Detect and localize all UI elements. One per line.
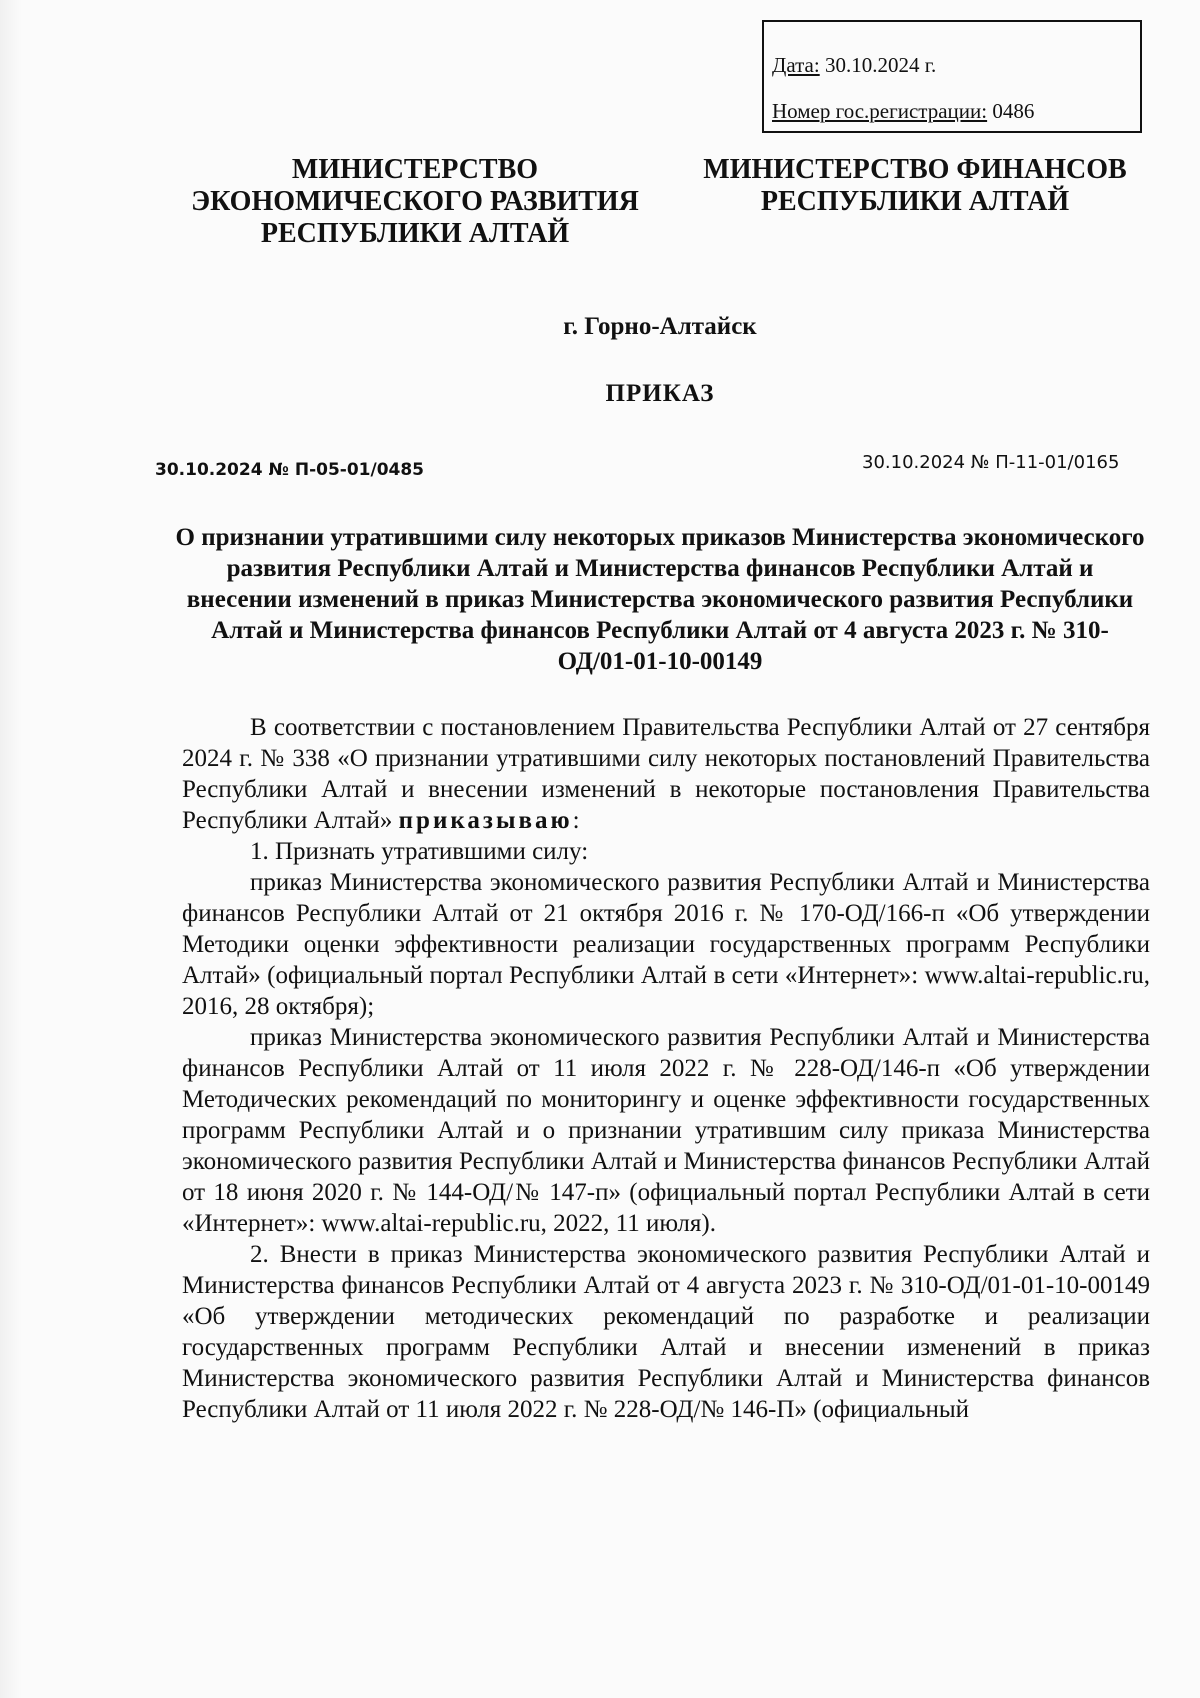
- registration-number-line: [772, 88, 1140, 134]
- registration-date-line: [772, 42, 1140, 88]
- ministry-finance-heading: МИНИСТЕРСТВО ФИНАНСОВ РЕСПУБЛИКИ АЛТАЙ: [703, 154, 1127, 217]
- item-1-b: приказ Министерства экономического развития Республики Алтай и Министерства финансов Республики Алтай от 11 июля 2022 г. № 228-ОД/146-п «Об утверждении Методических рекомендаций по мониторингу и оценке эффективности государственных программ Республики Алтай и о признании утратившим силу приказа Министерства экономического развития Республики Алтай и Министерства финансов Республики Алтай от 18 июня 2020 г. № 144-ОД/№ 147-п» (официальный портал Республики Алтай в сети «Интернет»: www.altai-republic.ru, 2022, 11 июля).: [182, 1024, 1150, 1237]
- ministry-economy-heading: МИНИСТЕРСТВО ЭКОНОМИЧЕСКОГО РАЗВИТИЯ РЕСПУБЛИКИ АЛТАЙ: [191, 154, 639, 249]
- registration-stamp: [762, 20, 1142, 133]
- order-title: ПРИКАЗ: [605, 380, 715, 407]
- registration-number-label: Номер гос.регистрации:: [772, 99, 988, 123]
- item-2: 2. Внести в приказ Министерства экономического развития Республики Алтай и Министерства финансов Республики Алтай от 4 августа 2023 г. № 310-ОД/01-01-10-00149 «Об утверждении методических рекомендаций по разработке и реализации государственных программ Республики Алтай и внесении изменений в приказ Министерства экономического развития Республики Алтай и Министерства финансов Республики Алтай от 11 июля 2022 г. № 228-ОД/№ 146-П» (официальный: [182, 1241, 1150, 1423]
- intro-text: В соответствии с постановлением Правительства Республики Алтай от 27 сентября 2024 г. № 338 «О признании утратившими силу некоторых постановлений Правительства Республики Алтай и внесении изменений в некоторые постановления Правительства Республики Алтай»: [182, 714, 1150, 834]
- intro-keyword: приказываю: [398, 807, 573, 834]
- registration-date-value: 30.10.2024 г.: [824, 53, 937, 77]
- item-1-heading: 1. Признать утратившими силу:: [250, 838, 589, 865]
- intro-end: :: [572, 807, 580, 834]
- order-number-finance: 30.10.2024 № П-11-01/0165: [862, 452, 1120, 473]
- scan-edge: [0, 0, 22, 1698]
- city-name: г. Горно-Алтайск: [563, 313, 757, 340]
- registration-date-label: Дата:: [772, 53, 820, 77]
- item-1-a: приказ Министерства экономического развития Республики Алтай и Министерства финансов Республики Алтай от 21 октября 2016 г. № 170-ОД/166-п «Об утверждении Методики оценки эффективности реализации государственных программ Республики Алтай» (официальный портал Республики Алтай в сети «Интернет»: www.altai-republic.ru, 2016, 28 октября);: [182, 869, 1150, 1020]
- order-body: [182, 712, 1150, 1425]
- registration-number-value: 0486: [992, 99, 1035, 123]
- order-number-economy: 30.10.2024 № П-05-01/0485: [155, 460, 425, 480]
- intro-paragraph: [182, 712, 1150, 836]
- order-subject: О признании утратившими силу некоторых приказов Министерства экономического развития Республики Алтай и Министерства финансов Республики Алтай и внесении изменений в приказ Министерства экономического развития Республики Алтай и Министерства финансов Республики Алтай от 4 августа 2023 г. № 310-ОД/01-01-10-00149: [175, 524, 1145, 675]
